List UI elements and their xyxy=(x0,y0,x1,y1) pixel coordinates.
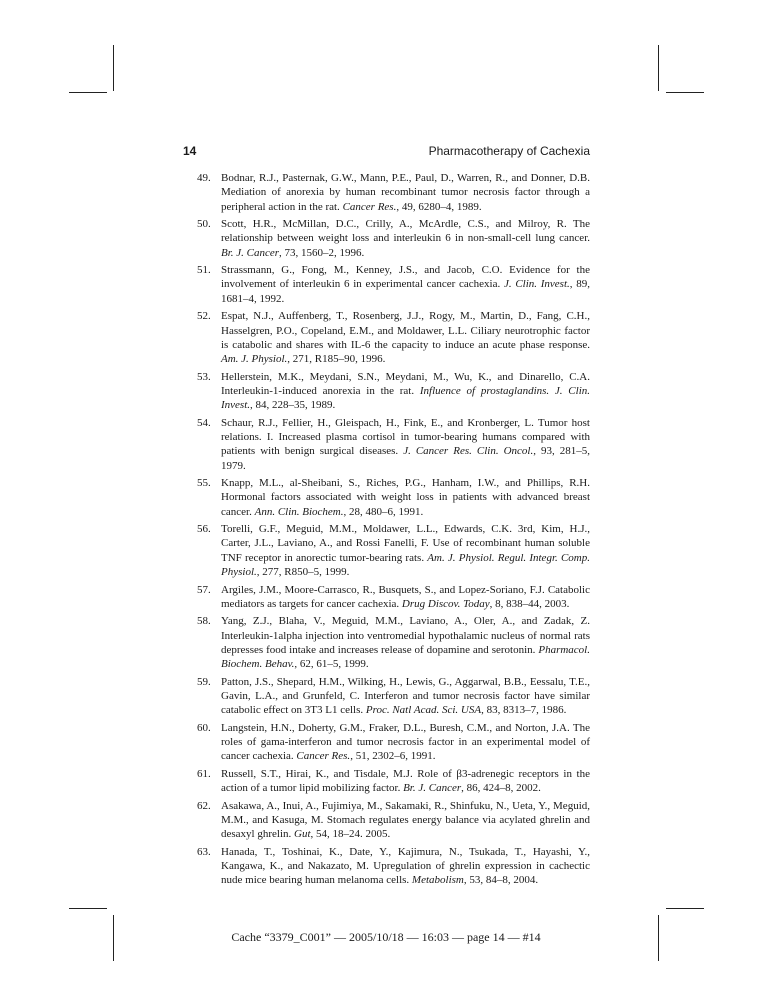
reference-text: Yang, Z.J., Blaha, V., Meguid, M.M., Laviano, A., Oler, A., and Zadak, Z. Interleukin-1alpha injection into ventromedial hypothalamic nucleus of normal rats depresses food intake and increases release of dopamine and serotonin. xyxy=(221,615,590,656)
reference-journal: Proc. Natl Acad. Sci. USA xyxy=(365,704,482,717)
reference-item xyxy=(183,675,590,718)
reference-details: , 49, 6280–4, 1989. xyxy=(396,200,482,213)
reference-journal: Cancer Res. xyxy=(296,750,351,763)
page-footer: Cache “3379_C001” — 2005/10/18 — 16:03 — page 14 — #14 xyxy=(231,930,541,944)
reference-number: 59. xyxy=(197,675,211,688)
reference-number: 52. xyxy=(197,310,211,323)
reference-number: 49. xyxy=(197,172,211,184)
reference-item xyxy=(183,370,590,413)
reference-details: , 83, 8313–7, 1986. xyxy=(481,704,567,717)
crop-mark xyxy=(69,92,107,93)
reference-details: , 271, R185–90, 1996. xyxy=(287,353,386,366)
reference-number: 54. xyxy=(197,416,211,429)
reference-text: Espat, N.J., Auffenberg, T., Rosenberg, J.J., Rogy, M., Martin, D., Fang, C.H., Hasselgren, P.O., Copeland, E.M., and Moldawer, L.L. Ciliary neurotrophic factor is catabolic and shares with IL-6 the capacity to induce an acute phase response. xyxy=(221,310,590,351)
reference-details: , 54, 18–24. 2005. xyxy=(310,828,391,841)
reference-journal: Metabolism xyxy=(411,874,464,887)
reference-details: , 84, 228–35, 1989. xyxy=(250,399,336,412)
reference-details: , 62, 61–5, 1999. xyxy=(294,658,369,671)
reference-item xyxy=(183,767,590,796)
reference-journal: Influence of prostaglandins. J. Clin. Invest. xyxy=(221,384,591,412)
reference-details: , 89, 1681–4, 1992. xyxy=(221,278,591,305)
reference-number: 61. xyxy=(197,767,211,780)
crop-mark xyxy=(69,908,107,909)
reference-list xyxy=(183,171,590,891)
reference-text: Scott, H.R., McMillan, D.C., Crilly, A., McArdle, C.S., and Milroy, R. The relationship between weight loss and interleukin 6 in non-small-cell lung cancer. xyxy=(221,218,590,245)
reference-item xyxy=(183,522,590,579)
page-number: 14 xyxy=(183,144,197,158)
reference-item xyxy=(183,309,590,366)
reference-item xyxy=(183,583,590,612)
reference-number: 62. xyxy=(197,799,211,812)
crop-mark xyxy=(666,92,704,93)
reference-item xyxy=(183,416,590,473)
reference-item xyxy=(183,171,590,214)
reference-number: 50. xyxy=(197,218,211,231)
reference-text: Asakawa, A., Inui, A., Fujimiya, M., Sakamaki, R., Shinfuku, N., Ueta, Y., Meguid, M.M., and Kasuga, M. Stomach regulates energy balance via acylated ghrelin and desaxyl ghrelin. xyxy=(221,799,590,841)
reference-journal: Pharmacol. Biochem. Behav. xyxy=(221,643,590,671)
reference-number: 51. xyxy=(197,264,211,277)
reference-text: Hanada, T., Toshinai, K., Date, Y., Kajimura, N., Tsukada, T., Hayashi, Y., Kangawa, K., and Nakazato, M. Upregulation of ghrelin expression in cachectic nude mice bearing human melanoma cells. xyxy=(221,845,590,887)
reference-journal: Am. J. Physiol. Regul. Integr. Comp. Physiol. xyxy=(221,551,590,579)
reference-text: Knapp, M.L., al-Sheibani, S., Riches, P.G., Hanham, I.W., and Phillips, R.H. Hormonal factors associated with weight loss in patients with advanced breast cancer. xyxy=(221,477,590,518)
reference-text: Schaur, R.J., Fellier, H., Gleispach, H., Fink, E., and Kronberger, L. Tumor host relations. I. Increased plasma cortisol in tumor-bearing humans compared with patients with benign surgical diseases. xyxy=(221,416,590,458)
running-head xyxy=(183,143,590,159)
reference-item xyxy=(183,799,590,842)
reference-details: , 93, 281–5, 1979. xyxy=(221,445,590,472)
crop-mark xyxy=(658,45,659,91)
reference-text: Strassmann, G., Fong, M., Kenney, J.S., and Jacob, C.O. Evidence for the involvement of interleukin 6 in experimental cancer cachexia. xyxy=(221,264,590,291)
reference-item xyxy=(183,476,590,519)
reference-item xyxy=(183,614,590,671)
reference-text: Hellerstein, M.K., Meydani, S.N., Meydani, M., Wu, K., and Dinarello, C.A. Interleukin-1-induced anorexia in the rat. xyxy=(221,370,590,397)
reference-journal: Br. J. Cancer xyxy=(403,782,462,795)
reference-number: 58. xyxy=(197,615,211,628)
reference-text: Langstein, H.N., Doherty, G.M., Fraker, D.L., Buresh, C.M., and Norton, J.A. The roles of gama-interferon and tumor necrosis factor in an experimental model of cancer cachexia. xyxy=(221,721,590,763)
reference-journal: J. Cancer Res. Clin. Oncol. xyxy=(403,445,534,458)
reference-number: 55. xyxy=(197,477,211,490)
crop-mark xyxy=(666,908,704,909)
reference-item xyxy=(183,217,590,260)
reference-details: , 28, 480–6, 1991. xyxy=(343,505,424,518)
book-title: Pharmacotherapy of Cachexia xyxy=(428,144,590,158)
crop-mark xyxy=(113,45,114,91)
reference-item xyxy=(183,721,590,764)
reference-item xyxy=(183,263,590,306)
reference-details: , 73, 1560–2, 1996. xyxy=(279,246,365,259)
reference-text: Bodnar, R.J., Pasternak, G.W., Mann, P.E., Paul, D., Warren, R., and Donner, D.B. Mediation of anorexia by human recombinant tumor necrosis factor through a peripheral action in the rat. xyxy=(221,172,590,213)
reference-journal: Cancer Res. xyxy=(342,200,397,213)
reference-journal: Gut xyxy=(294,828,311,841)
reference-number: 56. xyxy=(197,523,211,536)
reference-text: Patton, J.S., Shepard, H.M., Wilking, H., Lewis, G., Aggarwal, B.B., Eessalu, T.E., Gavin, L.A., and Grunfeld, C. Interferon and tumor necrosis factor have similar catabolic effect on 3T3 L1 cells. xyxy=(221,675,590,717)
reference-text: Argiles, J.M., Moore-Carrasco, R., Busquets, S., and Lopez-Soriano, F.J. Catabolic mediators as targets for cancer cachexia. xyxy=(221,583,590,610)
reference-details: , 51, 2302–6, 1991. xyxy=(350,750,436,763)
reference-journal: Br. J. Cancer xyxy=(221,246,280,259)
reference-details: , 277, R850–5, 1999. xyxy=(256,566,350,579)
reference-text: Russell, S.T., Hirai, K., and Tisdale, M.J. Role of β3-adrenegic receptors in the action of a tumor lipid mobilizing factor. xyxy=(221,767,590,795)
reference-item xyxy=(183,845,590,888)
reference-number: 53. xyxy=(197,370,211,383)
reference-journal: J. Clin. Invest. xyxy=(503,278,570,291)
reference-journal: Am. J. Physiol. xyxy=(221,353,288,366)
reference-details: , 8, 838–44, 2003. xyxy=(489,597,570,610)
reference-number: 57. xyxy=(197,583,211,596)
reference-journal: Ann. Clin. Biochem. xyxy=(254,505,344,518)
reference-details: , 53, 84–8, 2004. xyxy=(463,874,539,887)
reference-number: 60. xyxy=(197,721,211,734)
reference-journal: Drug Discov. Today xyxy=(401,597,490,610)
reference-details: , 86, 424–8, 2002. xyxy=(461,782,541,795)
reference-text: Torelli, G.F., Meguid, M.M., Moldawer, L.L., Edwards, C.K. 3rd, Kim, H.J., Carter, J.L., Laviano, A., and Rossi Fanelli, F. Use of recombinant human soluble TNF receptor in anorectic tumor-bearing rats. xyxy=(221,523,590,564)
reference-number: 63. xyxy=(197,845,211,858)
